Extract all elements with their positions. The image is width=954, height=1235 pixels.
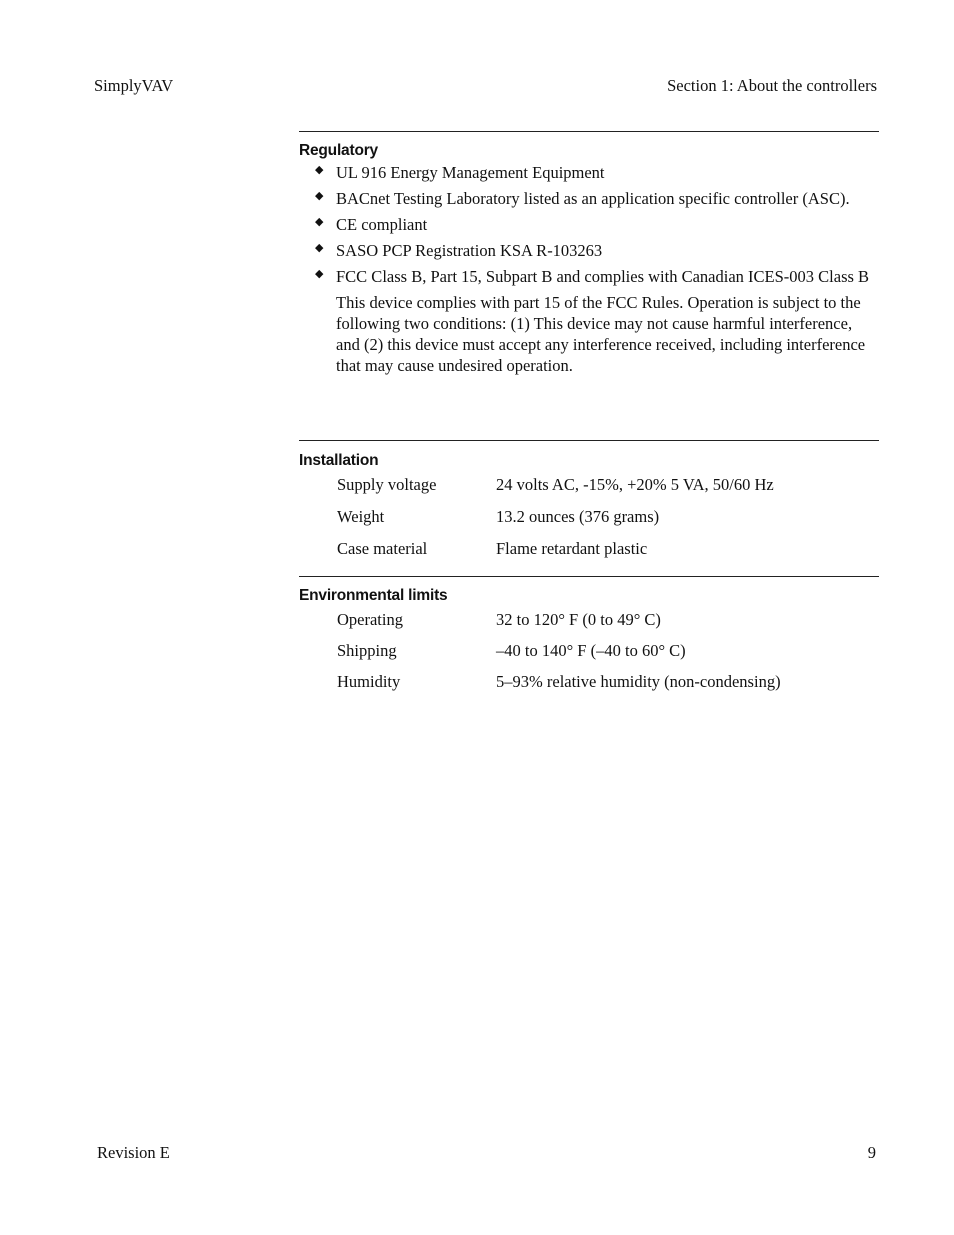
spec-row [299,671,879,692]
regulatory-list [299,162,879,287]
spec-label: Humidity [337,672,401,691]
spec-value: 5–93% relative humidity (non-condensing) [496,672,781,691]
diamond-bullet-icon: ◆ [315,190,324,202]
diamond-bullet-icon: ◆ [315,242,324,254]
diamond-bullet-icon: ◆ [315,164,324,176]
regulatory-heading: Regulatory [299,142,378,159]
spec-label: Weight [337,507,385,526]
list-item [315,214,879,235]
spec-row [299,506,879,527]
spec-row [299,474,879,495]
environmental-limits-section [299,576,879,692]
list-item [315,188,879,209]
spec-value: 32 to 120° F (0 to 49° C) [496,610,661,629]
running-header-title: SimplyVAV [94,76,174,95]
spec-row [299,609,879,630]
spec-label: Supply voltage [337,475,437,494]
footer-revision: Revision E [97,1143,170,1162]
regulatory-section [299,131,879,376]
list-item-text: BACnet Testing Laboratory listed as an application specific controller (ASC). [336,189,850,208]
running-header-section: Section 1: About the controllers [667,76,877,95]
spec-value: 24 volts AC, -15%, +20% 5 VA, 50/60 Hz [496,475,774,494]
environmental-limits-heading: Environmental limits [299,587,448,604]
fcc-compliance-note: This device complies with part 15 of the FCC Rules. Operation is subject to the following two conditions: (1) This device may not cause harmful interference, and (2) this device must accept any interference received, including interference that may cause undesired operation. [336,293,866,375]
page-number: 9 [867,1143,876,1162]
spec-label: Case material [337,539,428,558]
list-item-text: FCC Class B, Part 15, Subpart B and complies with Canadian ICES-003 Class B [336,267,870,286]
spec-value: Flame retardant plastic [496,539,648,558]
list-item-text: SASO PCP Registration KSA R-103263 [336,241,603,260]
list-item [315,240,879,261]
list-item [315,266,879,287]
spec-value: 13.2 ounces (376 grams) [496,507,660,526]
spec-label: Operating [337,610,403,629]
spec-row [299,538,879,559]
installation-section [299,440,879,559]
spec-label: Shipping [337,641,397,660]
list-item-text: UL 916 Energy Management Equipment [336,163,605,182]
diamond-bullet-icon: ◆ [315,216,324,228]
spec-value: –40 to 140° F (–40 to 60° C) [496,641,686,660]
diamond-bullet-icon: ◆ [315,268,324,280]
list-item-text: CE compliant [336,215,428,234]
spec-row [299,640,879,661]
installation-heading: Installation [299,452,379,469]
list-item [315,162,879,183]
